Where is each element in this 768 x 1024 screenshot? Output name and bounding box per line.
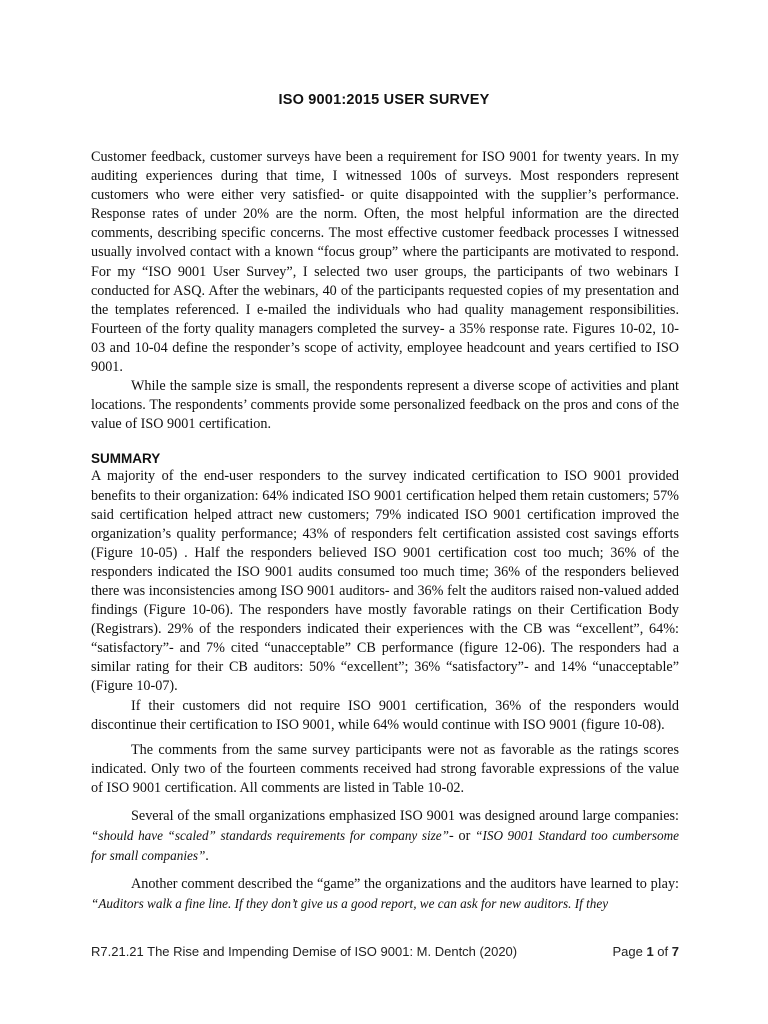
page-current: 1 (646, 944, 654, 959)
footer-document-reference: R7.21.21 The Rise and Impending Demise of ISO 9001: M. Dentch (2020) (91, 944, 518, 959)
page-footer (91, 944, 679, 959)
summary-heading: SUMMARY (91, 451, 161, 467)
page-number (612, 944, 679, 959)
summary-p4-quote-1: “should have “scaled” standards requirements for company size” (91, 828, 449, 844)
page-of: of (653, 944, 672, 959)
summary-paragraph-2: If their customers did not require ISO 9001 certification, 36% of the responders would discontinue their certification to ISO 9001, while 64% would continue with ISO 9001 (figure 10-08). (91, 697, 679, 733)
summary-p4-mid: - or (448, 828, 476, 845)
summary-paragraph-5 (91, 875, 679, 914)
summary-p4-quote-2: “ISO 9001 Standard too cumbersome for small companies” (91, 828, 679, 864)
summary-paragraph-1: A majority of the end-user responders to the survey indicated certification to ISO 9001 provided benefits to their organization: 64% indicated ISO 9001 certification helped them retain customers; 57% said certification helped attract new customers; 79% indicated ISO 9001 certification improved the organization’s quality performance; 43% of responders felt certification assisted cost savings efforts (Figure 10-05) . Half the responders believed ISO 9001 certification cost too much; 36% of the responders indicated the ISO 9001 audits consumed too much time; 36% of the responders believed there was inconsistencies among ISO 9001 auditors- and 36% felt the auditors raised non-valued added findings (Figure 10-06). The responders have mostly favorable ratings on their Certification Body (Registrars). 29% of the responders indicated their experiences with the CB was “excellent”, 64%: “satisfactory”- and 7% cited “unacceptable” CB performance (figure 12-06). The responders had a similar rating for their CB auditors: 50% “excellent”; 36% “satisfactory”- and 14% “unacceptable” (Figure 10-07). (91, 468, 679, 695)
document-body (91, 148, 679, 914)
page-title: ISO 9001:2015 USER SURVEY (278, 92, 490, 108)
summary-p5-quote: “Auditors walk a fine line. If they don’t give us a good report, we can ask for new auditors. If they (91, 896, 609, 912)
intro-paragraph-1: Customer feedback, customer surveys have been a requirement for ISO 9001 for twenty years. In my auditing experiences during that time, I witnessed 100s of surveys. Most responders represent customers who were either very satisfied- or quite disappointed with the supplier’s performance. Response rates of under 20% are the norm. Often, the most helpful information are the directed comments, describing specific concerns. The most effective customer feedback processes I witnessed usually involved contact with a known “focus group” where the participants are motivated to respond. For my “ISO 9001 User Survey”, I selected two user groups, the participants of two webinars I conducted for ASQ. After the webinars, 40 of the participants requested copies of my presentation and the templates referenced. I e-mailed the individuals who had quality management responsibilities. Fourteen of the forty quality managers completed the survey- a 35% response rate. Figures 10-02, 10-03 and 10-04 define the responder’s scope of activity, employee headcount and years certified to ISO 9001. (91, 149, 679, 376)
page-total: 7 (671, 944, 679, 959)
summary-paragraph-4 (91, 807, 679, 866)
summary-p4-text: Several of the small organizations emphasized ISO 9001 was designed around large companies: (131, 808, 679, 824)
page-prefix: Page (612, 944, 647, 959)
intro-paragraph-2: While the sample size is small, the respondents represent a diverse scope of activities and plant locations. The respondents’ comments provide some personalized feedback on the pros and cons of the value of ISO 9001 certification. (91, 378, 679, 433)
summary-p5-text: Another comment described the “game” the organizations and the auditors have learned to play: (131, 876, 679, 893)
summary-p4-end: . (205, 848, 209, 865)
summary-paragraph-3: The comments from the same survey participants were not as favorable as the ratings scores indicated. Only two of the fourteen comments received had strong favorable expressions of the value of ISO 9001 certification. All comments are listed in Table 10-02. (91, 741, 679, 796)
